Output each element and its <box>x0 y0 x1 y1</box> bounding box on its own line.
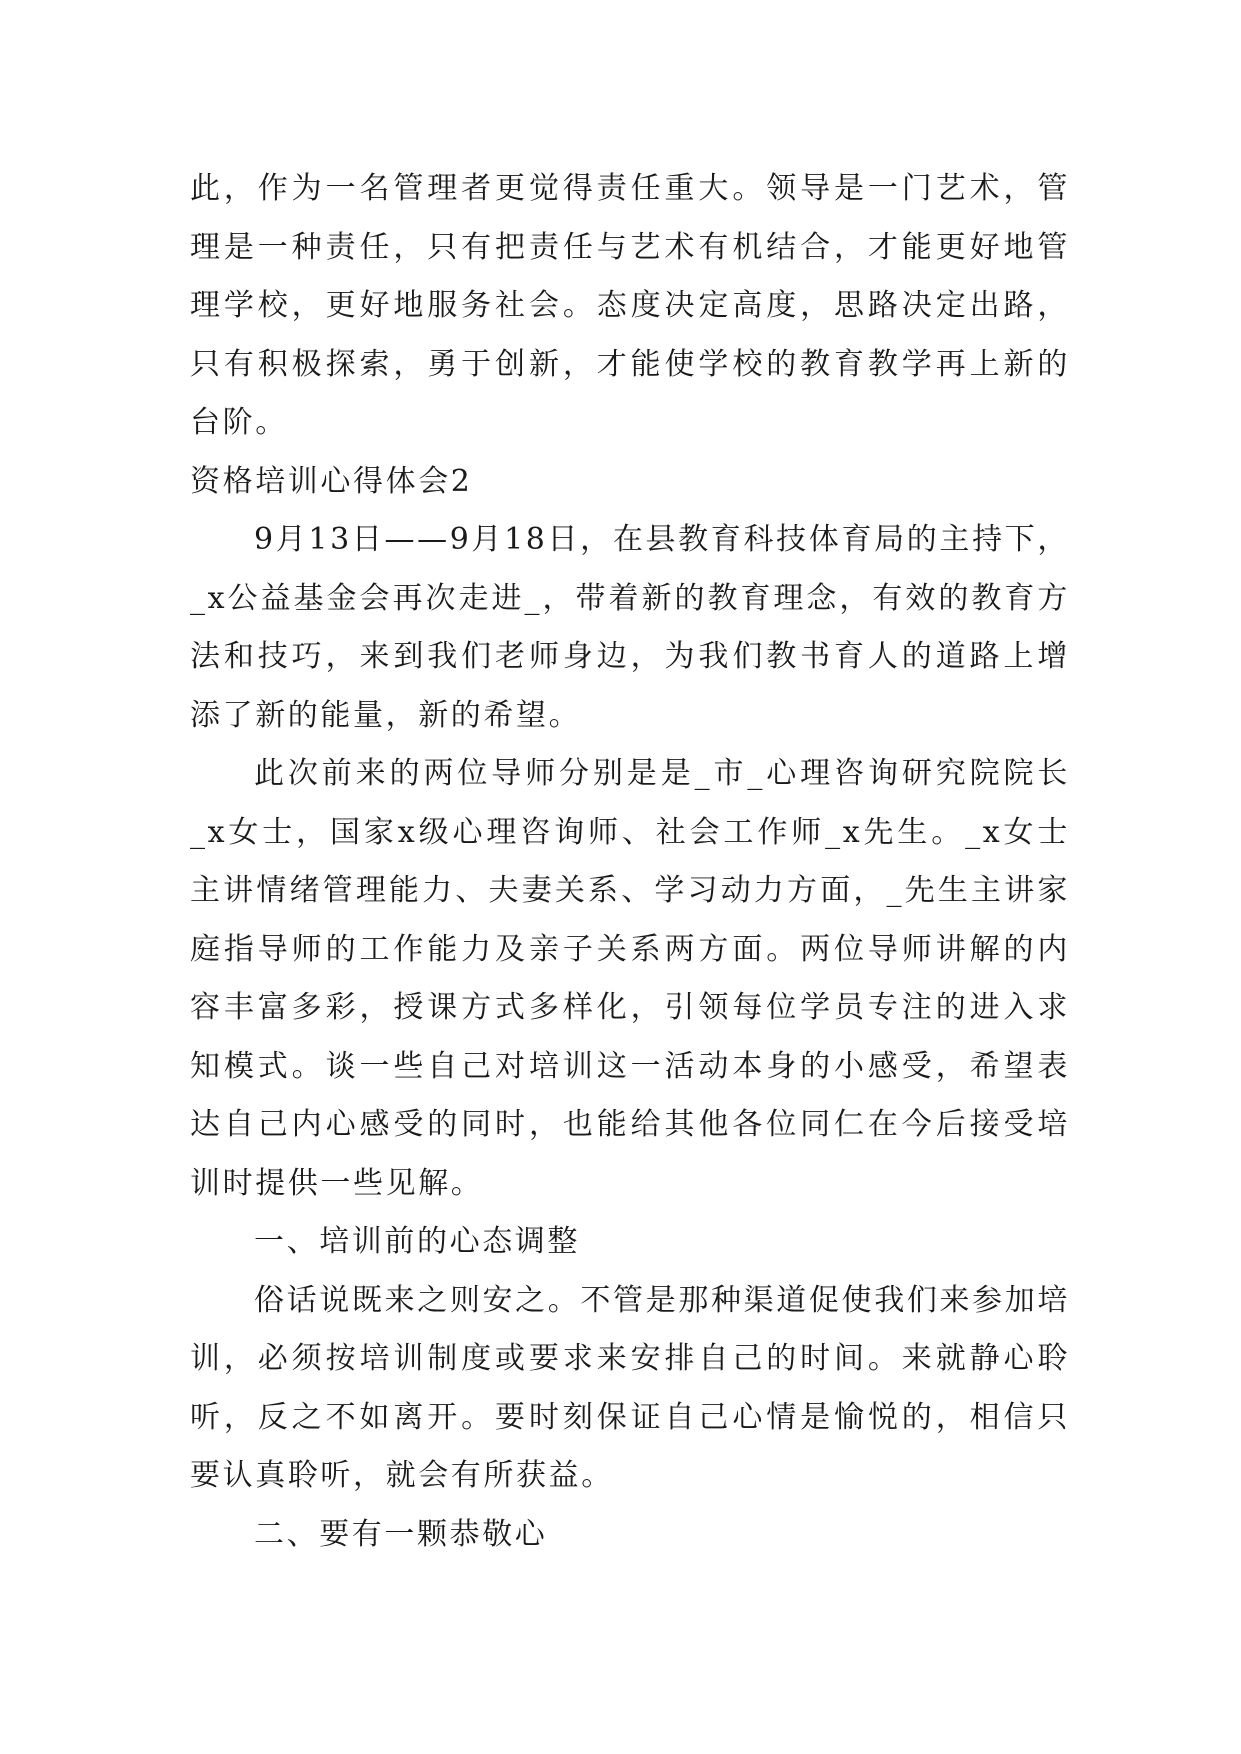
paragraph-mindset: 俗话说既来之则安之。不管是那种渠道促使我们来参加培训，必须按培训制度或要求来安排自己的时间。来就静心聆听，反之不如离开。要时刻保证自己心情是愉悦的，相信只要认真聆听，就会有所获益。 <box>190 1282 1070 1493</box>
paragraph-mentors: 此次前来的两位导师分别是是_市_心理咨询研究院院长_x女士，国家x级心理咨询师、社会工作师_x先生。_x女士主讲情绪管理能力、夫妻关系、学习动力方面，_先生主讲家庭指导师的工作能力及亲子关系两方面。两位导师讲解的内容丰富多彩，授课方式多样化，引领每位学员专注的进入求知模式。谈一些自己对培训这一活动本身的小感受，希望表达自己内心感受的同时，也能给其他各位同仁在今后接受培训时提供一些见解。 <box>190 756 1070 1201</box>
subheading-respect: 二、要有一颗恭敬心 <box>254 1516 548 1552</box>
paragraph-intro: 9月13日——9月18日，在县教育科技体育局的主持下，_x公益基金会再次走进_，带着新的教育理念，有效的教育方法和技巧，来到我们老师身边，为我们教书育人的道路上增添了新的能量，新的希望。 <box>190 522 1070 733</box>
document-body <box>190 160 1070 1564</box>
subheading-mindset: 一、培训前的心态调整 <box>254 1224 580 1259</box>
paragraph-continuation: 此，作为一名管理者更觉得责任重大。领导是一门艺术，管理是一种责任，只有把责任与艺术有机结合，才能更好地管理学校，更好地服务社会。态度决定高度，思路决定出路，只有积极探索，勇于创新，才能使学校的教育教学再上新的台阶。 <box>190 171 1070 440</box>
section-title: 资格培训心得体会2 <box>190 463 473 499</box>
